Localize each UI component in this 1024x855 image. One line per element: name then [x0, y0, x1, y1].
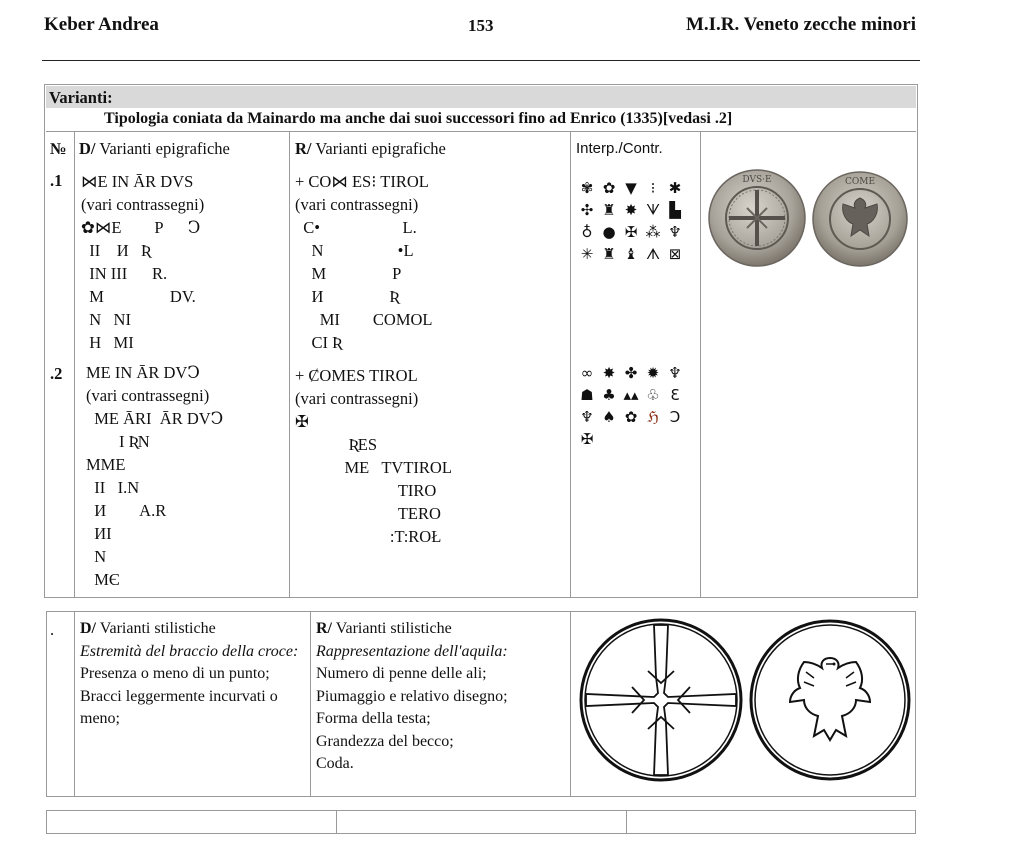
stil-reverse-subtitle: Rappresentazione dell'aquila: — [316, 642, 508, 660]
row-2-obverse-legends: ME IN ĀR DVↃ (vari contrassegni) ME ĀRI ĀR DVↃ I ƦN MME II I.N И A.R ИI N MЄ — [86, 363, 224, 589]
countermark-symbol: ℌ — [647, 408, 659, 426]
countermark-symbol: ♆ — [668, 364, 682, 382]
stil-obverse-title — [80, 618, 306, 641]
countermark-symbol: ᗐ — [645, 201, 661, 219]
row-2-number: .2 — [50, 364, 63, 383]
stil-obverse-bold: D/ — [80, 620, 96, 637]
author-name: Keber Andrea — [44, 14, 159, 35]
tipologia-caption: Tipologia coniata da Mainardo ma anche dai suoi successori fino ad Enrico (1335)[vedasi .2] — [104, 110, 733, 127]
stil-reverse-bold: R/ — [316, 620, 332, 637]
countermark-symbol: ▙ — [669, 201, 681, 219]
countermark-symbol: ⊠ — [668, 245, 682, 263]
col-head-d-text: Varianti epigrafiche — [95, 139, 230, 158]
countermark-symbol: Ↄ — [669, 408, 681, 426]
countermark-symbol: ⁝ — [650, 179, 656, 197]
coin-drawing-cross — [578, 617, 744, 783]
countermark-symbol: ♧ — [646, 386, 660, 404]
countermark-symbol: ✠ — [580, 430, 594, 448]
header-rule — [42, 60, 920, 61]
stil-obverse — [80, 618, 306, 731]
countermark-symbol: ✱ — [668, 179, 682, 197]
stil-divider-d — [310, 611, 311, 797]
row-1-obverse-legends: ⋈E IN ĀR DVS (vari contrassegni) ✿⋈E P Ↄ II И Ʀ IN III R. M DV. N NI H MI — [81, 172, 205, 352]
row-1-countermarks — [576, 177, 686, 265]
countermark-symbol: ♆ — [580, 408, 594, 426]
countermark-symbol: ♠ — [602, 408, 616, 426]
svg-text:COME: COME — [844, 177, 876, 187]
countermark-symbol: ✳ — [580, 245, 594, 263]
countermark-symbol: ✸ — [602, 364, 616, 382]
book-title: M.I.R. Veneto zecche minori — [685, 14, 916, 35]
col-head-r-bold: R/ — [295, 139, 312, 158]
countermark-symbol: ♣ — [602, 386, 616, 404]
col-head-r — [295, 139, 446, 159]
countermark-symbol: ▴▴ — [623, 386, 639, 404]
row-2-countermarks — [576, 362, 686, 450]
countermark-symbol: ᗑ — [645, 245, 661, 263]
countermark-symbol: ☗ — [580, 386, 594, 404]
stil-divider-r — [570, 611, 571, 797]
col-head-r-text: Varianti epigrafiche — [311, 139, 446, 158]
stil-reverse-title-text: Varianti stilistiche — [332, 620, 452, 637]
col-divider-interp — [700, 131, 701, 598]
countermark-symbol: ✿ — [602, 179, 616, 197]
header-row-top — [46, 131, 916, 132]
page-header — [44, 14, 916, 38]
countermark-symbol: Ɛ — [670, 386, 680, 404]
stil-reverse-item: Forma della testa; — [316, 710, 431, 727]
col-head-interp: Interp./Contr. — [576, 140, 663, 157]
col-head-num: № — [50, 139, 67, 158]
countermark-symbol: ♝ — [624, 245, 638, 263]
col-divider-r — [570, 131, 571, 598]
countermark-symbol: ● — [602, 223, 616, 241]
stil-reverse-item: Piumaggio e relativo disegno; — [316, 687, 508, 705]
row-1-reverse-legends: + CO⋈ ES⁝ TIROL (vari contrassegni) C• L. N •L M P И Ʀ MI COMOL CI Ʀ — [295, 172, 433, 352]
section-label: Varianti: — [49, 88, 113, 107]
coin-photo-reverse — [811, 170, 909, 268]
svg-text:DVS·E: DVS·E — [742, 175, 772, 185]
empty-divider-2 — [626, 810, 627, 834]
page-number: 153 — [468, 16, 494, 35]
countermark-symbol: ✾ — [580, 179, 594, 197]
coin-photo-obverse — [707, 168, 807, 268]
col-divider-d — [289, 131, 290, 598]
empty-divider-1 — [336, 810, 337, 834]
section-bar — [46, 86, 916, 108]
countermark-symbol: ♜ — [602, 245, 616, 263]
stil-reverse-item: Numero di penne delle ali; — [316, 665, 487, 682]
col-head-d — [79, 139, 230, 159]
countermark-symbol: ♜ — [602, 201, 616, 219]
countermark-symbol: ♆ — [668, 223, 682, 241]
stil-reverse — [316, 618, 566, 776]
empty-table — [46, 810, 916, 834]
row-2-reverse-legends: + ȻOMES TIROL (vari contrassegni) ✠ ƦES ME TVTIROL TIRO TERO :T:ROŁ — [295, 366, 452, 546]
countermark-symbol: ⁂ — [645, 223, 661, 241]
countermark-symbol: ✹ — [646, 364, 660, 382]
stil-divider-num — [74, 611, 75, 797]
row-1-number: .1 — [50, 171, 63, 190]
stil-reverse-item: Grandezza del becco; — [316, 732, 454, 750]
countermark-symbol: ✸ — [624, 201, 638, 219]
countermark-symbol: ✠ — [624, 223, 638, 241]
col-head-d-bold: D/ — [79, 139, 96, 158]
countermark-symbol: ♁ — [581, 223, 593, 241]
stil-obverse-title-text: Varianti stilistiche — [96, 620, 216, 637]
stil-row-number: . — [50, 620, 55, 639]
countermark-symbol: ▼ — [625, 179, 637, 197]
col-divider-num — [74, 131, 75, 598]
stil-reverse-item: Coda. — [316, 755, 354, 772]
stil-obverse-item: Bracci leggermente incurvati o meno; — [80, 687, 278, 727]
countermark-symbol: ✣ — [580, 201, 594, 219]
coin-drawing-eagle — [748, 618, 912, 782]
countermark-symbol: ✿ — [624, 408, 638, 426]
countermark-symbol: ✤ — [624, 364, 638, 382]
stil-obverse-item: Presenza o meno di un punto; — [80, 665, 270, 682]
stil-reverse-title — [316, 618, 566, 641]
countermark-symbol: ∞ — [580, 364, 594, 382]
stil-obverse-subtitle: Estremità del braccio della croce: — [80, 642, 299, 660]
